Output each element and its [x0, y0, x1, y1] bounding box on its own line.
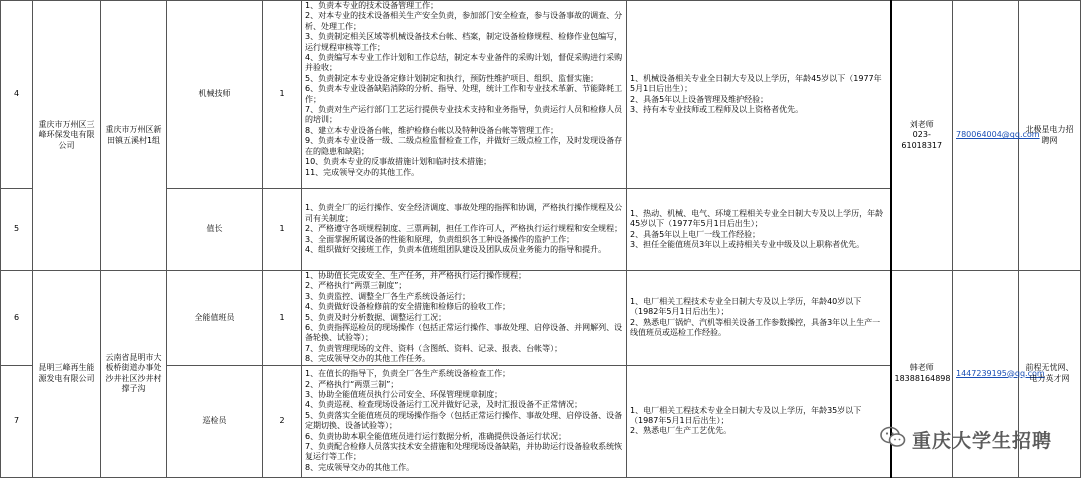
- requirement-line: 2、具备5年以上设备管理及维护经验；: [630, 94, 769, 104]
- headcount: 1: [263, 1, 302, 189]
- job-requirements: [627, 271, 891, 366]
- duty-line: 6、负责本专业设备缺陷消除的分析、指导、处理，统计工作和专业技术革新、节能降耗工作；: [305, 84, 623, 104]
- job-requirements: [627, 365, 891, 477]
- duty-line: 9、负责本专业设备一级、二级点检监督检查工作，并做好三级点检工作，及时发现设备存在的隐患和缺陷；: [305, 136, 623, 156]
- requirement-line: 3、持有本专业技师或工程师及以上资格者优先。: [630, 104, 804, 114]
- position-title: 值长: [167, 189, 263, 271]
- requirement-line: 1、电厂相关工程技术专业全日制大专及以上学历，年龄35岁以下（1987年5月1日后出生）；: [630, 405, 862, 425]
- duty-line: 11、完成领导交办的其他工作。: [305, 167, 420, 177]
- headcount: 1: [263, 271, 302, 366]
- contact-email-link[interactable]: 1447239195@qq.com: [956, 368, 1045, 378]
- row-number: 6: [1, 271, 33, 366]
- requirement-line: 2、具备5年以上电厂一线工作经验；: [630, 229, 761, 239]
- company-name: 昆明三峰再生能源发电有限公司: [33, 271, 101, 478]
- requirement-line: 3、担任全能值班员3年以上或持相关专业中级及以上职称者优先。: [630, 239, 865, 249]
- contact-name: 韩老师: [909, 363, 934, 373]
- wechat-icon: [880, 426, 906, 453]
- requirement-line: 1、机械设备相关专业全日制大专及以上学历，年龄45岁以下（1977年5月1日后出生）；: [630, 73, 882, 94]
- duty-line: 4、负责编写本专业工作计划和工作总结，制定本专业备件的采购计划，督促采购进行采购并验收；: [305, 53, 623, 73]
- position-title: 全能值班员: [167, 271, 263, 366]
- duty-line: 8、完成领导交办的其他工作。: [305, 462, 415, 472]
- row-number: 5: [1, 189, 33, 271]
- contact-email-link[interactable]: 780064004@qq.com: [956, 130, 1040, 140]
- duty-line: 2、严格执行“两票三制”；: [305, 379, 399, 389]
- duty-line: 6、负责指挥巡检员的现场操作（包括正常运行操作、事故处理、启停设备、并网解列、设备轮换、试验等）；: [305, 323, 623, 343]
- duty-line: 1、负责全厂的运行操作、安全经济调度、事故处理的指挥和协调，严格执行操作规程及公司有关制度；: [305, 203, 623, 223]
- duty-line: 6、负责协助本职全能值班员进行运行数据分析，准确提供设备运行状况；: [305, 431, 567, 441]
- duty-line: 4、负责巡视、检查现场设备运行工况并做好记录，及时汇报设备不正常情况；: [305, 400, 583, 410]
- duty-line: 2、严格遵守各项规程制度、三票两制，担任工作许可人，严格执行运行规程和安全规程；: [305, 224, 623, 234]
- duty-line: 3、协助全能值班员执行公司安全、环保管理规章制度；: [305, 389, 503, 399]
- duty-line: 5、负责制定本专业设备定修计划制定和执行，预防性维护项目、组织、监督实施；: [305, 73, 599, 83]
- duty-line: 1、在值长的指导下，负责全厂各生产系统设备检查工作；: [305, 369, 511, 379]
- requirement-line: 1、热动、机械、电气、环境工程相关专业全日制大专及以上学历，年龄45岁以下（1977年5月1日后出生）；: [630, 208, 884, 229]
- info-source: 北极星电力招聘网: [1019, 1, 1081, 271]
- duty-line: 5、负责及时分析数据、调整运行工况；: [305, 312, 447, 322]
- job-duties: [302, 271, 627, 366]
- requirement-line: 1、电厂相关工程技术专业全日制大专及以上学历，年龄40岁以下（1982年5月1日后出生）；: [630, 297, 862, 317]
- duty-line: 7、负责配合检修人员落实技术安全措施和处理现场设备缺陷，并协助运行设备验收系统恢复运行等工作；: [305, 441, 623, 462]
- job-requirements: [627, 189, 891, 271]
- job-duties: [302, 365, 627, 477]
- table-row: [1, 271, 1081, 366]
- duty-line: 1、负责本专业的技术设备管理工作；: [305, 1, 439, 10]
- duty-line: 8、建立本专业设备台帐，维护检修台帐以及特种设备台帐等管理工作；: [305, 125, 559, 135]
- duty-line: 10、负责本专业的反事故措施计划和临时技术措施；: [305, 157, 492, 167]
- requirement-line: 2、熟悉电厂锅炉、汽机等相关设备工作参数操控，具备3年以上生产一线值班员或巡检工作经验。: [630, 317, 881, 338]
- headcount: 2: [263, 365, 302, 477]
- info-source: 前程无忧网、电力英才网: [1019, 271, 1081, 478]
- position-title: 巡检员: [167, 365, 263, 477]
- duty-line: 4、负责做好设备检修前的安全措施和检修后的验收工作；: [305, 302, 511, 312]
- duty-line: 2、对本专业的技术设备相关生产安全负责，参加部门安全检查，参与设备事故的调查、分析、处理工作；: [305, 11, 623, 31]
- job-duties: [302, 1, 627, 189]
- position-title: 机械技师: [167, 1, 263, 189]
- duty-line: 8、完成领导交办的其他工作任务。: [305, 354, 431, 364]
- duty-line: 3、全面掌握所属设备的性能和原理，负责组织各工种设备操作的监护工作；: [305, 234, 575, 244]
- duty-line: 3、负责监控、调整全厂各生产系统设备运行；: [305, 291, 471, 301]
- work-address: 重庆市万州区新田镇五溪村1组: [101, 1, 167, 271]
- duty-line: 5、负责落实全能值班员的现场操作指令（包括正常运行操作、事故处理、启停设备、设备定期切换、设备试验等）；: [305, 410, 623, 431]
- job-duties: [302, 189, 627, 271]
- company-name: 重庆市万州区三峰环保发电有限公司: [33, 1, 101, 271]
- contact-name: 刘老师: [909, 119, 934, 129]
- watermark: [880, 426, 1052, 453]
- job-requirements: [627, 1, 891, 189]
- work-address: 云南省昆明市大板桥街道办事处沙井社区沙井村撑子沟: [101, 271, 167, 478]
- duty-line: 2、严格执行“两票三制度”；: [305, 281, 407, 291]
- duty-line: 3、负责制定相关区域等机械设备技术台帐、档案，制定设备检修规程、检修作业包编写，运行规程审核等工作；: [305, 32, 623, 52]
- watermark-text: 重庆大学生招聘: [911, 430, 1052, 452]
- duty-line: 4、组织做好交接班工作，负责本值班组团队建设及团队成员业务能力的指导和提升。: [305, 245, 607, 255]
- duty-line: 7、负责管理现场的文件、资料（含图纸、资料、记录、报表、台帐等）；: [305, 343, 563, 353]
- duty-line: 7、负责对生产运行部门工艺运行提供专业技术支持和业务指导，负责运行人员和检修人员的培训；: [305, 105, 623, 125]
- contact-phone: 023-61018317: [901, 130, 943, 150]
- headcount: 1: [263, 189, 302, 271]
- contact-person: [891, 1, 953, 271]
- row-number: 7: [1, 365, 33, 477]
- contact-phone: 18388164898: [894, 373, 951, 383]
- duty-line: 1、协助值长完成安全、生产任务，并严格执行运行操作规程；: [305, 271, 527, 280]
- contact-email-cell: [953, 1, 1040, 271]
- row-number: 4: [1, 1, 33, 189]
- table-row: [1, 1, 1081, 189]
- requirement-line: 2、熟悉电厂生产工艺优先。: [630, 426, 732, 436]
